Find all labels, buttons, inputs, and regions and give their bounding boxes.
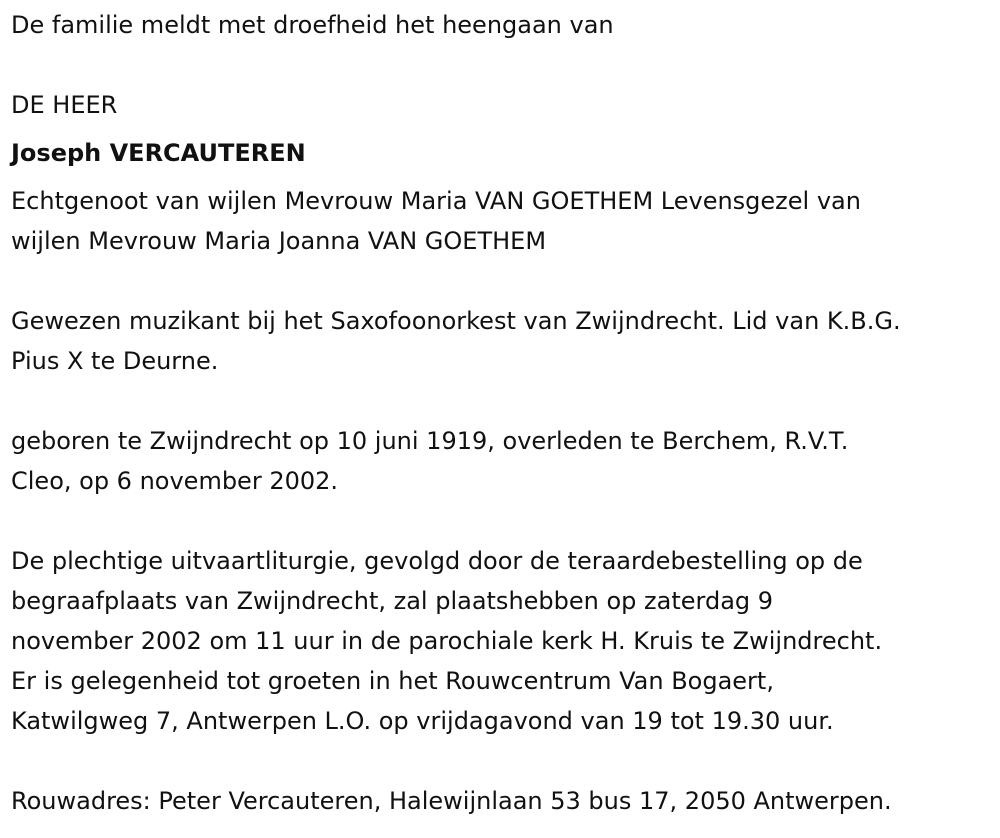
funeral-line-4: Er is gelegenheid tot groeten in het Rouwcentrum Van Bogaert, — [11, 667, 774, 695]
spouse-line-2: wijlen Mevrouw Maria Joanna VAN GOETHEM — [11, 227, 547, 255]
memberships-line-1: Gewezen muzikant bij het Saxofoonorkest van Zwijndrecht. Lid van K.B.G. — [11, 307, 901, 335]
funeral-line-5: Katwilgweg 7, Antwerpen L.O. op vrijdagavond van 19 tot 19.30 uur. — [11, 707, 834, 735]
intro-text: De familie meldt met droefheid het heengaan van — [11, 11, 614, 39]
birth-death-line-2: Cleo, op 6 november 2002. — [11, 467, 339, 495]
funeral-line-2: begraafplaats van Zwijndrecht, zal plaatshebben op zaterdag 9 — [11, 587, 774, 615]
title-prefix: DE HEER — [11, 91, 118, 119]
spouse-line-1: Echtgenoot van wijlen Mevrouw Maria VAN GOETHEM Levensgezel van — [11, 187, 861, 215]
birth-death-line-1: geboren te Zwijndrecht op 10 juni 1919, overleden te Berchem, R.V.T. — [11, 427, 849, 455]
deceased-name: Joseph VERCAUTEREN — [11, 139, 306, 167]
memberships-line-2: Pius X te Deurne. — [11, 347, 219, 375]
funeral-line-3: november 2002 om 11 uur in de parochiale kerk H. Kruis te Zwijndrecht. — [11, 627, 883, 655]
mourning-address: Rouwadres: Peter Vercauteren, Halewijnlaan 53 bus 17, 2050 Antwerpen. — [11, 787, 892, 815]
funeral-line-1: De plechtige uitvaartliturgie, gevolgd door de teraardebestelling op de — [11, 547, 863, 575]
